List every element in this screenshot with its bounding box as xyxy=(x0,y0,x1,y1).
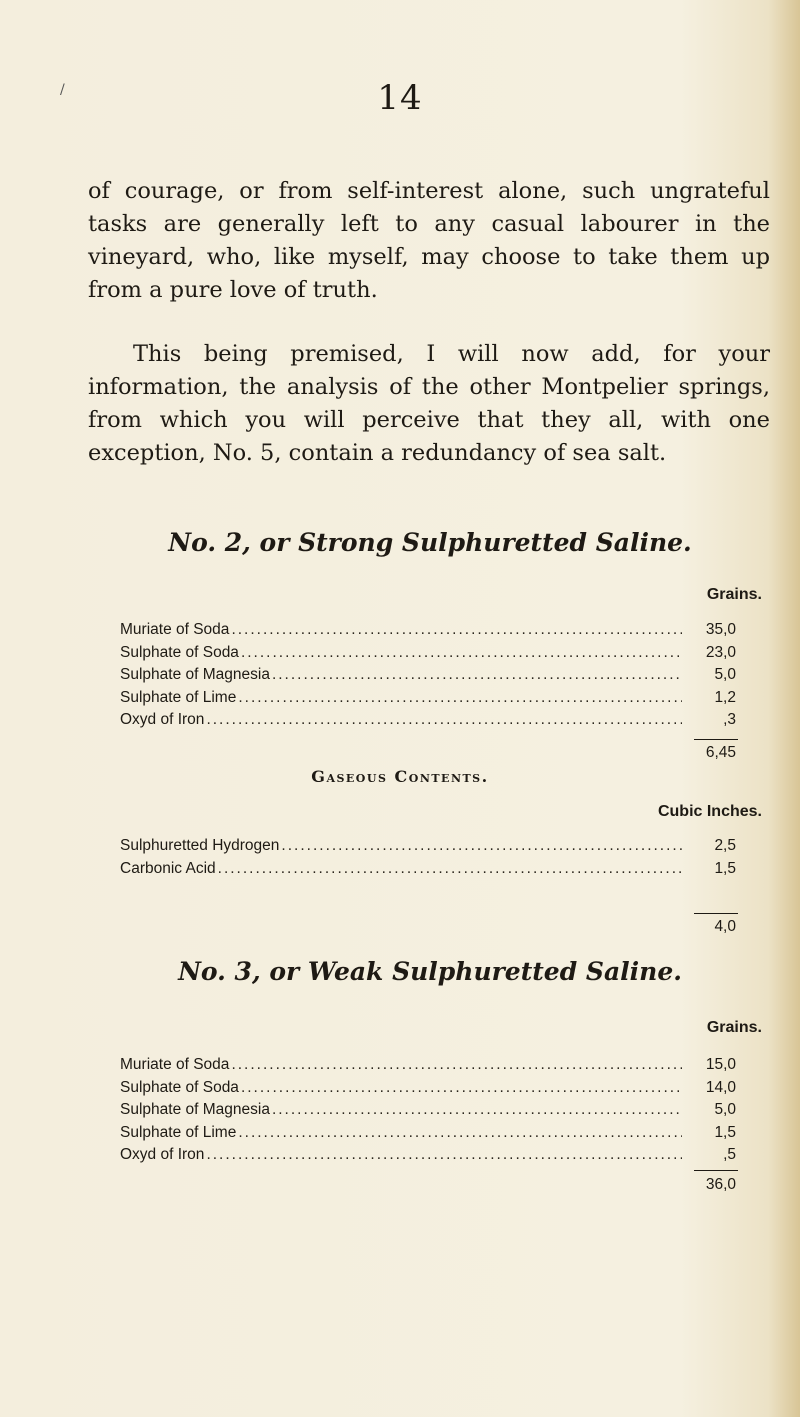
total-rule xyxy=(694,1170,738,1171)
total-rule xyxy=(694,739,738,740)
row-value: ,3 xyxy=(723,711,736,728)
table-total: 4,0 xyxy=(714,918,736,935)
row-value: 23,0 xyxy=(705,643,736,661)
row-value: 14,0 xyxy=(705,1078,736,1096)
row-label: Carbonic Acid xyxy=(120,859,216,877)
row-label: Sulphate of Soda xyxy=(120,1078,239,1096)
row-label: Muriate of Soda xyxy=(120,1056,230,1073)
row-value: 1,5 xyxy=(714,859,736,877)
table-row xyxy=(120,1099,736,1122)
total-rule xyxy=(694,913,738,914)
table-row xyxy=(120,687,736,710)
row-value: 5,0 xyxy=(714,1101,736,1118)
dot-leader xyxy=(281,835,682,858)
dot-leader xyxy=(231,619,682,642)
table-total: 6,45 xyxy=(705,744,736,761)
table-row xyxy=(120,858,736,881)
analysis-table xyxy=(120,619,736,732)
row-value: 15,0 xyxy=(705,1056,736,1073)
row-value: 2,5 xyxy=(714,837,736,854)
table-row xyxy=(120,664,736,687)
dot-leader xyxy=(206,1144,682,1167)
dot-leader xyxy=(218,858,682,881)
dot-leader xyxy=(238,687,682,710)
dot-leader xyxy=(272,1099,682,1122)
table-row xyxy=(120,1144,736,1167)
gaseous-heading: Gaseous Contents. xyxy=(311,767,489,786)
row-label: Sulphate of Magnesia xyxy=(120,666,270,683)
row-label: Oxyd of Iron xyxy=(120,711,205,728)
row-value: 1,5 xyxy=(714,1123,736,1141)
dot-leader xyxy=(241,642,682,665)
table-row xyxy=(120,619,736,642)
table-total: 36,0 xyxy=(705,1176,736,1193)
dot-leader xyxy=(238,1122,682,1145)
unit-label: Cubic Inches. xyxy=(657,803,762,820)
row-label: Sulphate of Lime xyxy=(120,1123,237,1141)
dot-leader xyxy=(231,1054,682,1077)
dot-leader xyxy=(272,664,682,687)
page-number: 14 xyxy=(377,78,423,118)
table-row xyxy=(120,1054,736,1077)
section-heading-no3 xyxy=(80,957,780,986)
heading-number: No. 2, xyxy=(168,528,251,557)
row-label: Sulphate of Soda xyxy=(120,643,239,661)
section-heading-no2 xyxy=(80,528,780,557)
stray-mark: / xyxy=(60,82,65,98)
analysis-table xyxy=(120,1054,736,1167)
row-value: 1,2 xyxy=(714,688,736,706)
table-row xyxy=(120,1122,736,1145)
dot-leader xyxy=(206,709,682,732)
row-label: Sulphate of Magnesia xyxy=(120,1101,270,1118)
table-row xyxy=(120,642,736,665)
row-label: Muriate of Soda xyxy=(120,621,230,638)
gaseous-table xyxy=(120,835,736,880)
row-label: Oxyd of Iron xyxy=(120,1146,205,1163)
heading-title: or Strong Sulphuretted Saline. xyxy=(250,528,692,557)
table-row xyxy=(120,709,736,732)
heading-number: No. 3, xyxy=(178,957,261,986)
row-value: ,5 xyxy=(723,1146,736,1163)
row-value: 5,0 xyxy=(714,666,736,683)
table-row xyxy=(120,835,736,858)
row-value: 35,0 xyxy=(705,621,736,638)
heading-title: or Weak Sulphuretted Saline. xyxy=(260,957,682,986)
row-label: Sulphuretted Hydrogen xyxy=(120,837,280,854)
row-label: Sulphate of Lime xyxy=(120,688,237,706)
unit-label: Grains. xyxy=(706,1019,762,1036)
paragraph-2: This being premised, I will now add, for your information, the analysis of the other Montpelier springs, from which you will perceive that they all, with one exception, No. 5, contain a redundancy of sea salt. xyxy=(88,341,770,466)
paragraph-1: of courage, or from self-interest alone, such ungrateful tasks are generally left to any casual labourer in the vineyard, who, like myself, may choose to take them up from a pure love of truth. xyxy=(88,178,770,303)
dot-leader xyxy=(241,1077,682,1100)
unit-label: Grains. xyxy=(706,586,762,603)
table-row xyxy=(120,1077,736,1100)
